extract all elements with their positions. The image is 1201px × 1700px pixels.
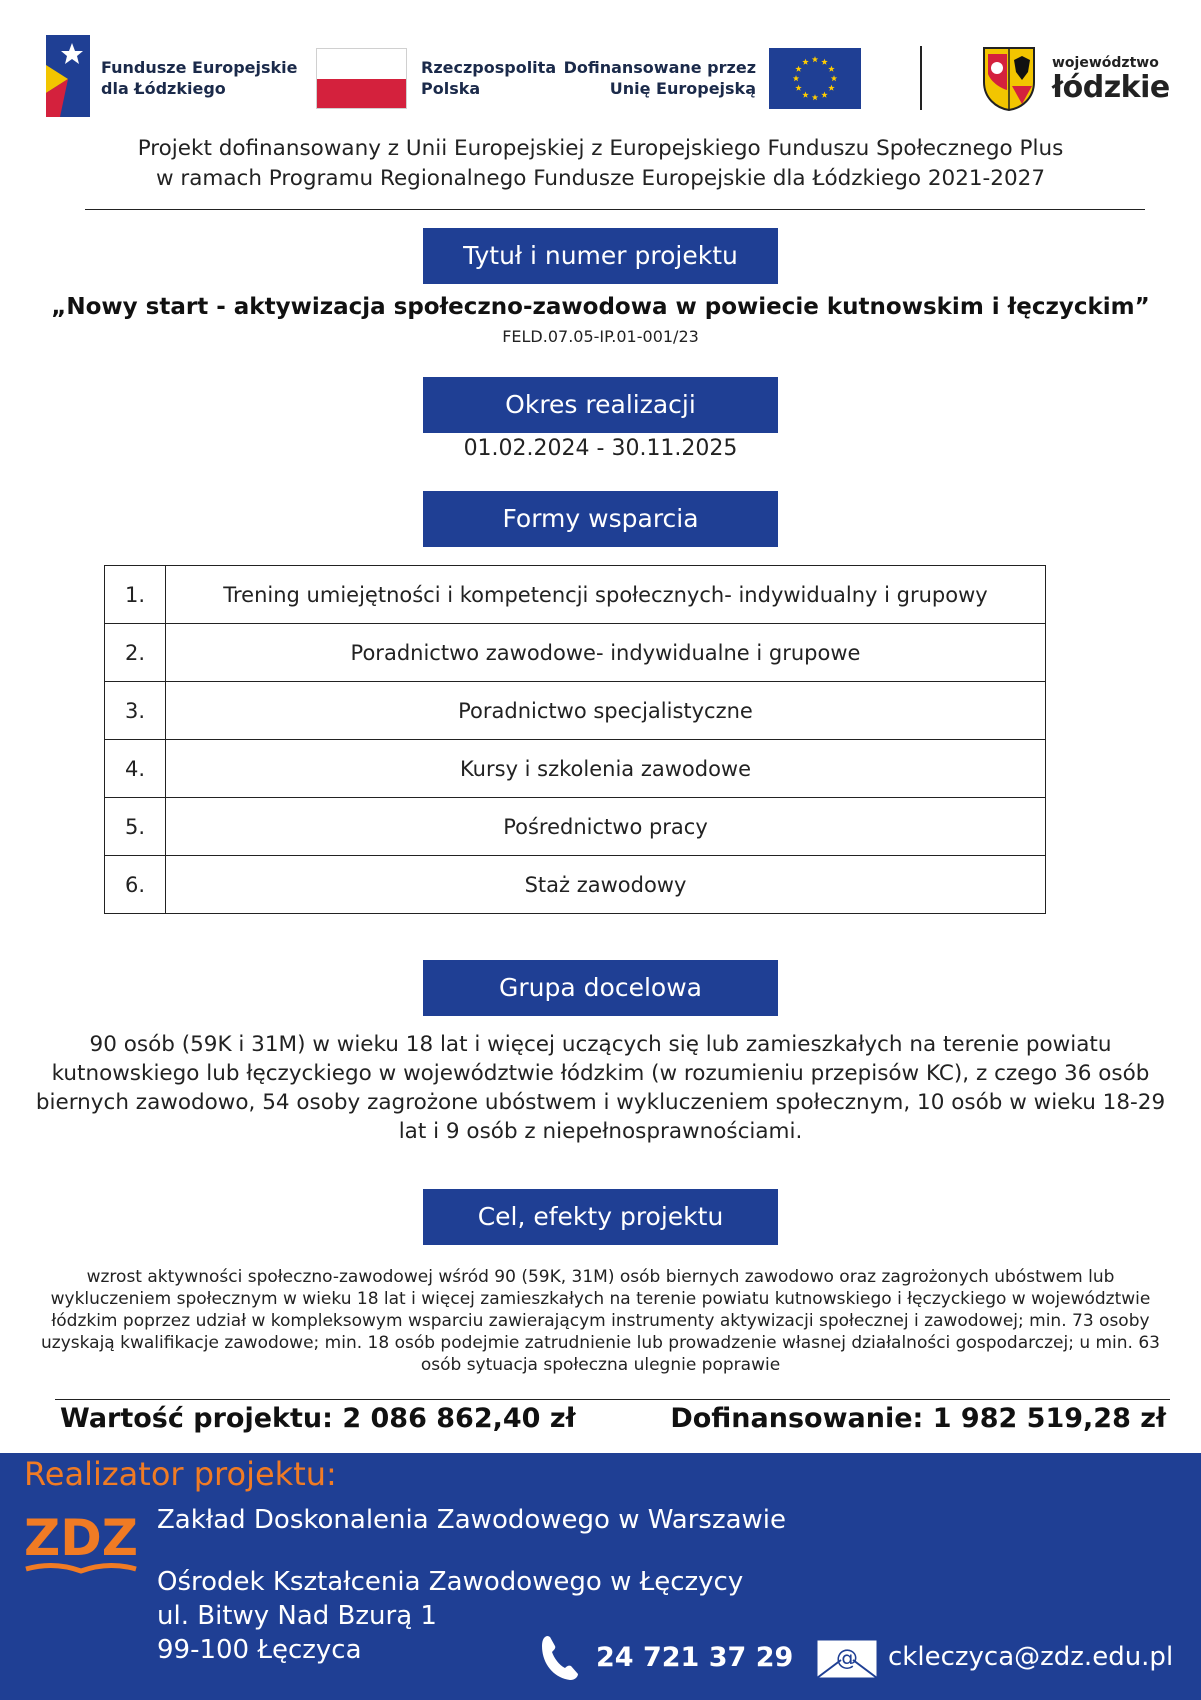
svg-text:@: @	[836, 1646, 858, 1671]
zdz-logo-icon	[22, 1503, 140, 1585]
org-name-1: Zakład Doskonalenia Zawodowego w Warszawie	[157, 1505, 787, 1535]
lodzkie-crest-icon	[982, 46, 1036, 112]
city-address: 99-100 Łęczyca	[157, 1635, 362, 1665]
realizator-title: Realizator projektu:	[24, 1455, 337, 1493]
rp-line1: Rzeczpospolita	[421, 58, 557, 77]
period-value: 01.02.2024 - 30.11.2025	[463, 436, 738, 461]
rp-line2: Polska	[421, 79, 481, 98]
table-row	[105, 798, 1046, 856]
eu-logo-text	[560, 57, 756, 99]
logo-separator	[920, 46, 922, 110]
fe-line2: dla Łódzkiego	[101, 79, 226, 98]
row-number: 2.	[105, 624, 166, 682]
fe-logo-text	[101, 57, 298, 99]
row-text: Poradnictwo specjalistyczne	[166, 682, 1046, 740]
goal-text: wzrost aktywności społeczno-zawodowej wśród 90 (59K, 31M) osób biernych zawodowo oraz zagrożonych ubóstwem lub wykluczeniem społecznym w wieku 18 lat i więcej zamieszkałych na terenie powiatu kutnowskiego i łęczyckiego w województwie łódzkim poprzez udział w kompleksowym wsparciu zawierającym instrumenty aktywizacji społecznej i zawodowej; min. 73 osoby uzyskają kwalifikacje zawodowe; min. 18 osób podejmie zatrudnienie lub prowadzenie własnej działalności gospodarczej; u min. 63 osób sytuacja społeczna ulegnie poprawie	[41, 1267, 1160, 1375]
row-number: 1.	[105, 566, 166, 624]
eu-flag-icon	[769, 48, 861, 109]
project-title: „Nowy start - aktywizacja społeczno-zawodowa w powiecie kutnowskim i łęczyckim”	[51, 294, 1150, 320]
intro-text	[0, 134, 1201, 194]
row-number: 3.	[105, 682, 166, 740]
poland-flag-icon	[316, 48, 407, 109]
table-row	[105, 740, 1046, 798]
period-header: Okres realizacji	[423, 377, 778, 433]
eu-line2: Unię Europejską	[609, 79, 756, 98]
row-text: Kursy i szkolenia zawodowe	[166, 740, 1046, 798]
phone-icon	[540, 1634, 580, 1682]
project-value: Wartość projektu: 2 086 862,40 zł	[60, 1403, 576, 1434]
intro-line2: w ramach Programu Regionalnego Fundusze Europejskie dla Łódzkiego 2021-2027	[155, 166, 1046, 191]
lodzkie-small-text: województwo	[1052, 55, 1159, 71]
email-address[interactable]: ckleczyca@zdz.edu.pl	[888, 1642, 1174, 1672]
row-number: 5.	[105, 798, 166, 856]
table-row	[105, 856, 1046, 914]
row-number: 4.	[105, 740, 166, 798]
zdz-logo-text: ZDZ	[23, 1509, 139, 1567]
target-header: Grupa docelowa	[423, 960, 778, 1016]
row-text: Staż zawodowy	[166, 856, 1046, 914]
row-text: Poradnictwo zawodowe- indywidualne i grupowe	[166, 624, 1046, 682]
goal-header: Cel, efekty projektu	[423, 1189, 778, 1245]
org-name-2: Ośrodek Kształcenia Zawodowego w Łęczycy	[157, 1567, 744, 1597]
table-row	[105, 682, 1046, 740]
bottom-divider	[55, 1399, 1170, 1400]
logo-bar	[0, 0, 1201, 130]
row-text: Pośrednictwo pracy	[166, 798, 1046, 856]
row-text: Trening umiejętności i kompetencji społecznych- indywidualny i grupowy	[166, 566, 1046, 624]
row-number: 6.	[105, 856, 166, 914]
phone-number[interactable]: 24 721 37 29	[596, 1642, 794, 1673]
email-icon	[815, 1638, 879, 1680]
target-text: 90 osób (59K i 31M) w wieku 18 lat i więcej uczących się lub zamieszkałych na terenie powiatu kutnowskiego lub łęczyckiego w województwie łódzkim (w rozumieniu przepisów KC), z czego 36 osób biernych zawodowo, 54 osoby zagrożone ubóstwem i wykluczeniem społecznym, 10 osób w wieku 18-29 lat i 9 osób z niepełnosprawnościami.	[35, 1032, 1166, 1144]
title-header: Tytuł i numer projektu	[423, 228, 778, 284]
table-row	[105, 624, 1046, 682]
eu-line1: Dofinansowane przez	[563, 58, 756, 77]
fe-logo-icon	[46, 35, 90, 117]
project-number: FELD.07.05-IP.01-001/23	[502, 327, 699, 346]
street-address: ul. Bitwy Nad Bzurą 1	[157, 1601, 437, 1631]
lodzkie-big-text: łódzkie	[1052, 70, 1170, 105]
funding-value: Dofinansowanie: 1 982 519,28 zł	[670, 1403, 1166, 1434]
support-header: Formy wsparcia	[423, 491, 778, 547]
intro-line1: Projekt dofinansowany z Unii Europejskiej z Europejskiego Funduszu Społecznego Plus	[137, 136, 1064, 161]
top-divider	[85, 209, 1145, 210]
table-row	[105, 566, 1046, 624]
support-table	[104, 565, 1046, 914]
fe-line1: Fundusze Europejskie	[101, 58, 298, 77]
rp-logo-text	[421, 57, 556, 99]
